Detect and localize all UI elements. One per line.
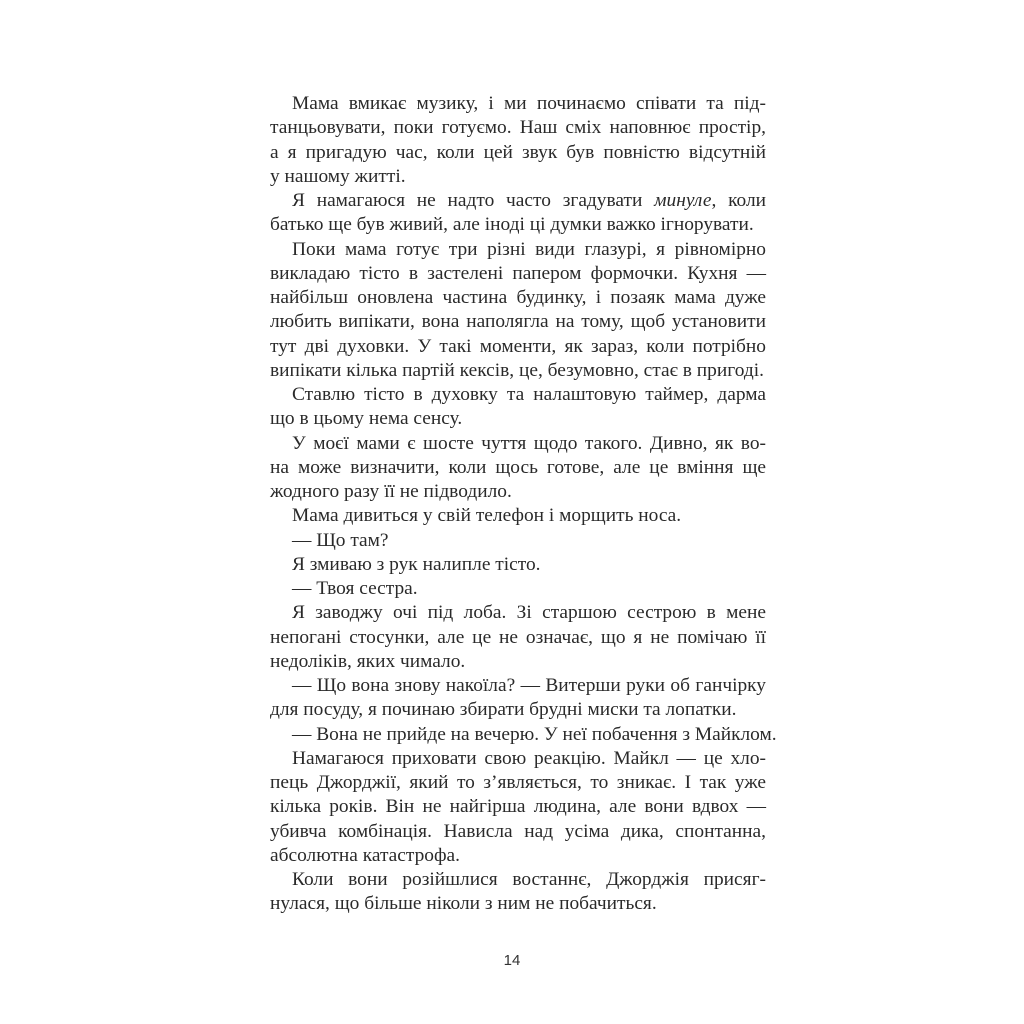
text-line: для посуду, я починаю збирати брудні миски та лопатки.	[270, 699, 737, 721]
text-line: викладаю тісто в застелені папером формочки. Кухня —	[270, 262, 766, 284]
text-line: пець Джорджії, який то з’являється, то зникає. І так уже	[270, 772, 766, 793]
text-line: жодного разу її не підводило.	[270, 481, 512, 502]
text-line: — Твоя сестра.	[292, 578, 418, 599]
italic-word: минуле	[654, 190, 712, 211]
text-line: любить випікати, вона наполягла на тому, щоб установити	[270, 311, 766, 333]
text-line: а я пригадую час, коли цей звук був повністю відсутній	[270, 141, 766, 163]
page-number: 14	[503, 952, 521, 969]
text-line: Намагаюся приховати свою реакцію. Майкл — це хло-	[292, 747, 766, 769]
text-line: — Вона не прийде на вечерю. У неї побачення з Майклом.	[292, 723, 777, 745]
text-line: убивча комбінація. Нависла над усіма дика, спонтанна,	[270, 820, 766, 842]
text-line: танцьовувати, поки готуємо. Наш сміх наповнює простір,	[270, 117, 766, 139]
text-line: на може визначити, коли щось готове, але це вміння ще	[270, 456, 766, 478]
text-line: найбільш оновлена частина будинку, і позаяк мама дуже	[270, 287, 766, 308]
text-line: батько ще був живий, але іноді ці думки важко ігнорувати.	[270, 214, 754, 236]
text-line: кілька років. Він не найгірша людина, але вони вдвох —	[270, 796, 766, 818]
text-line: Я змиваю з рук налипле тісто.	[292, 553, 541, 575]
text-line: У моєї мами є шосте чуття щодо такого. Дивно, як во-	[292, 432, 766, 454]
text-line: випікати кілька партій кексів, це, безумовно, стає в пригоді.	[270, 359, 764, 381]
text-line: Коли вони розійшлися востаннє, Джорджія присяг-	[292, 869, 766, 890]
text-fragment: , коли	[711, 190, 766, 211]
text-fragment: Я намагаюся не надто часто згадувати	[292, 190, 655, 211]
text-line: що в цьому нема сенсу.	[270, 408, 463, 430]
text-line: тут дві духовки. У такі моменти, як зараз, коли потрібно	[270, 335, 766, 357]
text-line: — Що там?	[292, 529, 389, 551]
text-line: Поки мама готує три різні види глазурі, я рівномірно	[292, 238, 766, 260]
text-line: Мама дивиться у свій телефон і морщить носа.	[292, 505, 682, 527]
text-line: Я заводжу очі під лоба. Зі старшою сестрою в мене	[292, 602, 766, 624]
text-line: у нашому житті.	[270, 165, 406, 187]
text-line: Мама вмикає музику, і ми починаємо співати та під-	[292, 93, 766, 114]
text-line: непогані стосунки, але це не означає, що я не помічаю її	[270, 626, 766, 648]
text-line: нулася, що більше ніколи з ним не побачиться.	[270, 893, 657, 915]
text-line	[270, 189, 766, 213]
text-line: абсолютна катастрофа.	[270, 844, 461, 866]
page-body	[270, 92, 777, 917]
text-line: недоліків, яких чимало.	[270, 650, 466, 672]
text-line: Ставлю тісто в духовку та налаштовую таймер, дарма	[292, 384, 766, 405]
text-line: — Що вона знову накоїла? — Витерши руки об ганчірку	[292, 675, 766, 696]
